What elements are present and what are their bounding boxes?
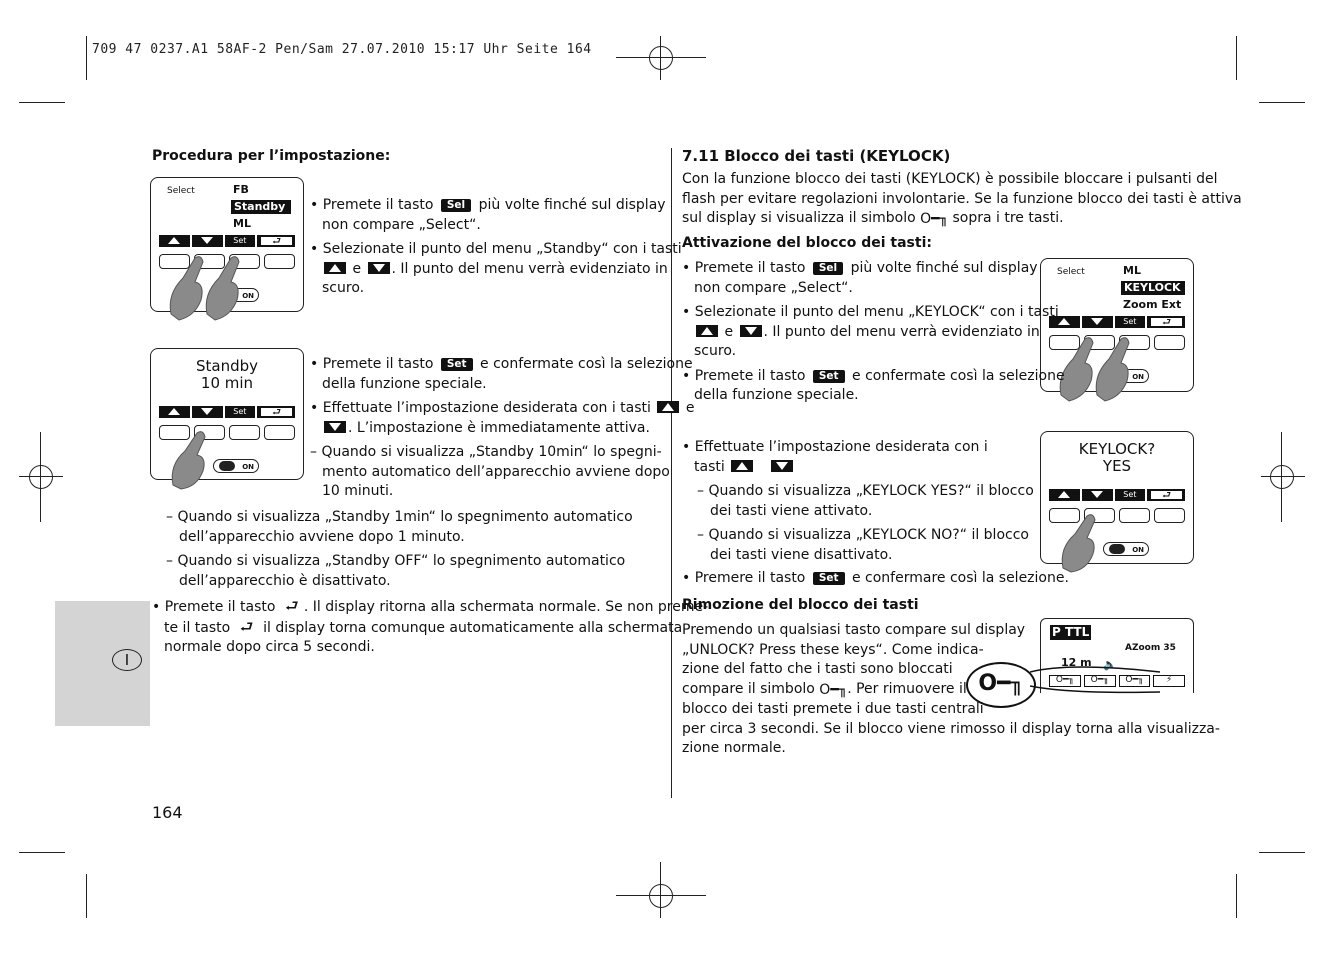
mode-badge: P TTL (1052, 625, 1090, 639)
menu-item-ml: ML (1123, 264, 1141, 277)
softkey-down-icon (1082, 489, 1115, 501)
menu-item-zoom-ext: Zoom Ext (1123, 298, 1182, 311)
menu-item-ml: ML (233, 217, 251, 230)
key-magnifier-icon: O━╖ (966, 662, 1036, 708)
return-key-icon: ⮐ (239, 617, 254, 636)
flash-display-standby-10min (150, 348, 304, 480)
softkey-return-icon: ⮐ (260, 236, 292, 246)
removal-subtitle: Rimozione del blocco dei tasti (682, 597, 919, 613)
on-off-switch[interactable]: ON (213, 459, 259, 473)
softkey-return-icon: ⮐ (1150, 317, 1182, 327)
select-label: Select (167, 186, 195, 196)
crop-mark (1259, 852, 1305, 853)
softkey-down-icon (192, 406, 225, 418)
left-block3: – Quando si visualizza „Standby 1min“ lo spegnimento automatico dell’apparecchio avviene dopo 1 minuto. – Quando si visualizza „Standby OFF“ lo spegnimento automatico dell’apparecchio è disattivato. (166, 509, 633, 589)
hw-button-4[interactable] (1154, 335, 1185, 350)
softkey-set: Set (225, 406, 258, 418)
crop-mark (1259, 102, 1305, 103)
softkey-set: Set (1115, 489, 1148, 501)
softkey-up-icon (159, 235, 192, 247)
softkey-down-icon (192, 235, 225, 247)
right-block3: Premendo un qualsiasi tasto compare sul display „UNLOCK? Press these keys“. Come indica- zione del fatto che i tasti sono bloccati compare il simbolo O━╖. Per rimuovere il blocco dei tasti premete i due tasti centrali per circa 3 secondi. Se il blocco viene rimosso il display torna alla visualizza- zione normale. (682, 622, 1220, 756)
softkey-bar (1049, 489, 1185, 501)
hw-button-4[interactable] (264, 425, 295, 440)
distance-readout: 12 m (1061, 656, 1092, 669)
finger-pressing-icon (167, 429, 217, 491)
softkey-down-icon (1082, 316, 1115, 328)
softkey-set: Set (225, 235, 258, 247)
arrow-up-key-icon (731, 460, 753, 472)
on-off-switch[interactable]: ON (1103, 369, 1149, 383)
arrow-down-key-icon (368, 262, 390, 274)
key-lock-icon: O━╖ (1084, 675, 1116, 687)
crop-mark (86, 874, 87, 918)
speaker-icon: 🔈 (1103, 658, 1117, 671)
crop-mark (1236, 874, 1237, 918)
softkey-set: Set (1115, 316, 1148, 328)
key-lock-icon: O━╖ (1049, 675, 1081, 687)
arrow-down-key-icon (740, 325, 762, 337)
flash-icon: ⚡ (1153, 675, 1185, 687)
print-header: 709 47 0237.A1 58AF-2 Pen/Sam 27.07.2010 15:17 Uhr Seite 164 (92, 42, 592, 57)
display-line1: KEYLOCK? (1078, 440, 1156, 458)
arrow-down-key-icon (771, 460, 793, 472)
finger-pressing-icon (1055, 335, 1145, 403)
left-block2: • Premete il tasto Set e confermate così la selezione della funzione speciale. • Effettuate l’impostazione desiderata con i tasti e . L’impostazione è immediatamente attiva. – Quando si visualizza „Standby 10min“ lo spegni- mento automatico dell’apparecchio avviene dopo 10 minuti. (310, 356, 695, 499)
left-section-title: Procedura per l’impostazione: (152, 148, 391, 164)
softkey-bar (159, 406, 295, 418)
page-number: 164 (152, 803, 183, 822)
hw-button-4[interactable] (1154, 508, 1185, 523)
key-lock-icon: O━╖ (920, 211, 949, 227)
menu-item-fb: FB (233, 183, 249, 196)
display-line2: 10 min (200, 374, 254, 392)
crop-mark (1236, 36, 1237, 80)
on-off-switch[interactable]: ON (213, 288, 259, 302)
on-off-switch[interactable]: ON (1103, 542, 1149, 556)
hw-button-3[interactable] (229, 425, 260, 440)
crop-mark (19, 852, 65, 853)
right-block1: • Premete il tasto Sel più volte finché sul display non compare „Select“. • Selezionate il punto del menu „KEYLOCK“ con i tasti e . Il punto del menu verrà evidenziato in scuro. • Premete il tasto Set e confermate così la selezione della funzione speciale. (682, 260, 1065, 403)
softkey-bar (1049, 316, 1185, 328)
softkey-bar (159, 235, 295, 247)
language-badge: I (112, 649, 142, 671)
left-block4: • Premete il tasto ⮐ . Il display ritorna alla schermata normale. Se non preme- te il tasto ⮐ il display torna comunque automaticamente alla schermata normale dopo circa 5 secondi. (152, 597, 709, 655)
softkey-up-icon (159, 406, 192, 418)
left-block1: • Premete il tasto Sel più volte finché sul display non compare „Select“. • Selezionate il punto del menu „Standby“ con i tasti e . Il punto del menu verrà evidenziato in scuro. (310, 197, 682, 296)
softkey-return-icon: ⮐ (260, 407, 292, 417)
finger-pressing-icon (165, 254, 255, 322)
crop-mark (19, 102, 65, 103)
select-label: Select (1057, 267, 1085, 277)
right-intro: Con la funzione blocco dei tasti (KEYLOCK) è possibile bloccare i pulsanti del flash per evitare regolazioni involontarie. Se la funzione blocco dei tasti è attiva sul display si visualizza il simbolo O━╖ sopra i tre tasti. (682, 170, 1242, 230)
key-lock-icon: O━╖ (819, 681, 848, 698)
display-line2: YES (1102, 457, 1132, 475)
arrow-up-key-icon (324, 262, 346, 274)
activation-subtitle: Attivazione del blocco dei tasti: (682, 235, 932, 251)
menu-item-keylock-highlighted: KEYLOCK (1121, 281, 1185, 295)
set-key-icon: Set (813, 572, 845, 585)
crop-mark (86, 36, 87, 80)
hw-button-4[interactable] (264, 254, 295, 269)
set-key-icon: Set (813, 370, 845, 383)
set-key-icon: Set (441, 358, 473, 371)
right-section-title: 7.11 Blocco dei tasti (KEYLOCK) (682, 147, 951, 165)
sel-key-icon: Sel (813, 262, 843, 275)
hw-button-3[interactable] (1119, 508, 1150, 523)
sel-key-icon: Sel (441, 199, 471, 212)
key-lock-icon: O━╖ (1119, 675, 1151, 687)
zoom-readout: AZoom 35 (1125, 643, 1176, 653)
menu-item-standby-highlighted: Standby (231, 200, 291, 214)
right-block2: • Effettuate l’impostazione desiderata con i tasti – Quando si visualizza „KEYLOCK YES?“ il blocco dei tasti viene attivato. – Quando si visualizza „KEYLOCK NO?“ il blocco dei tasti viene disattivato. • Premere il tasto Set e confermare così la selezione. (682, 439, 1069, 586)
arrow-down-key-icon (324, 421, 346, 433)
arrow-up-key-icon (657, 401, 679, 413)
arrow-up-key-icon (696, 325, 718, 337)
softkey-return-icon: ⮐ (1150, 490, 1182, 500)
display-line1: Standby (195, 357, 259, 375)
return-key-icon: ⮐ (285, 597, 299, 615)
flash-display-select-standby (150, 177, 304, 312)
